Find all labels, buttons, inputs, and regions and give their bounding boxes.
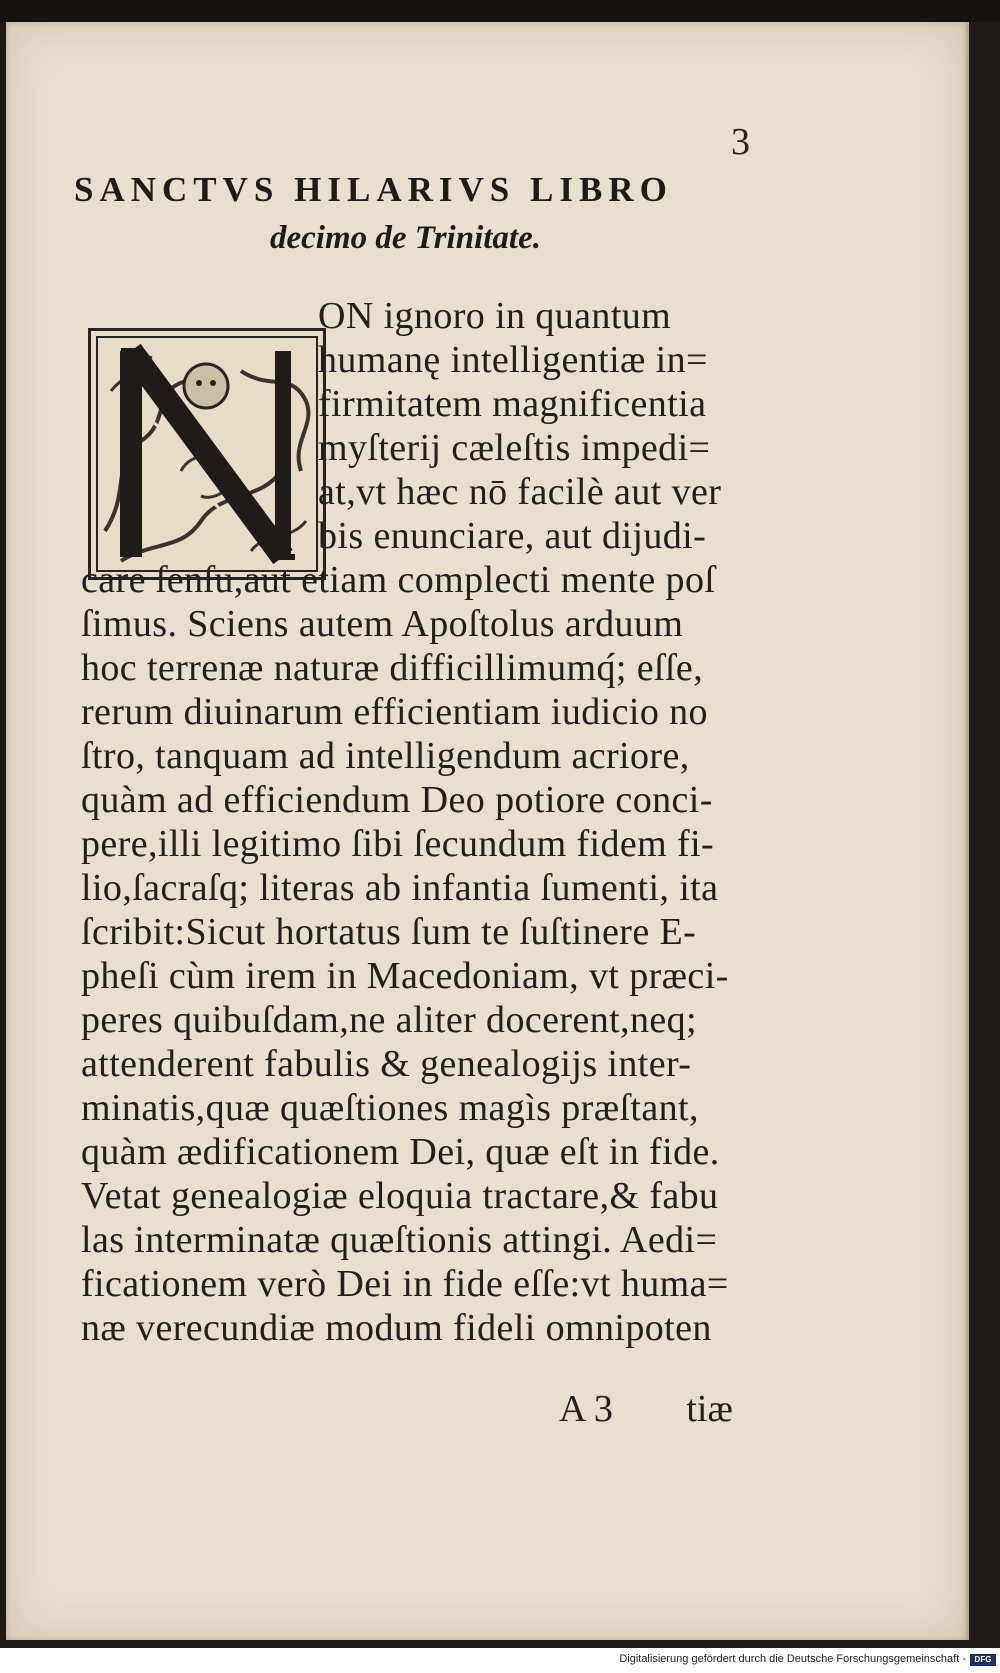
text-line: ficationem verò Dei in fide eſſe:vt huma= [81,1263,729,1305]
running-title: SANCTVS HILARIVS LIBRO [74,170,673,209]
text-line: peres quibuſdam,ne aliter docerent,neq; [81,999,697,1041]
scan-border-top [0,0,1000,22]
text-line: care ſenſu,aut etiam complecti mente poſ [81,559,716,601]
text-line: las interminatæ quæſtionis attingi. Aedi= [81,1219,718,1261]
footer-credit: Digitalisierung gefördert durch die Deutsche Forschungsgemeinschaft - [619,1653,966,1665]
subtitle: decimo de Trinitate. [270,220,541,256]
text-line: quàm ad efficiendum Deo potiore conci- [81,779,713,821]
text-line: lio,ſacraſq; literas ab infantia ſumenti, ita [81,867,719,909]
text-line: rerum diuinarum efficientiam iudicio no [81,691,708,733]
book-page [6,22,969,1640]
catchword-line [559,1387,733,1431]
text-line: at,vt hæc nō facilè aut ver [318,471,722,513]
text-line: pheſi cùm irem in Macedoniam, vt præci- [81,955,729,997]
text-line: quàm ædificationem Dei, quæ eſt in fide. [81,1131,720,1173]
dfg-logo: DFG [970,1654,996,1666]
text-line: myſterij cæleſtis impedi= [318,427,711,469]
decorated-initial-n [88,328,326,580]
text-line: pere,illi legitimo ſibi ſecundum fidem fi- [81,823,715,865]
woodcut-initial-illustration [91,331,323,577]
signature-mark: A 3 [559,1388,613,1430]
text-line: humanę intelligentiæ in= [318,339,708,381]
text-line: attenderent fabulis & genealogijs inter- [81,1043,692,1085]
catchword: tiæ [686,1388,733,1430]
text-line: hoc terrenæ naturæ difficillimumq́; eſſe, [81,647,704,689]
text-line: ſcribit:Sicut hortatus ſum te ſuſtinere E- [81,911,697,953]
text-line: minatis,quæ quæſtiones magìs præſtant, [81,1087,699,1129]
digitization-footer [0,1648,1000,1673]
text-line: ON ignoro in quantum [318,295,672,337]
text-line: bis enunciare, aut dijudi- [318,515,707,557]
text-line: næ verecundiæ modum fideli omnipoten [81,1307,712,1349]
text-line: ſimus. Sciens autem Apoſtolus arduum [81,603,684,645]
text-line: Vetat genealogiæ eloquia tractare,& fabu [81,1175,719,1217]
text-line: firmitatem magnificentia [318,383,707,425]
text-line: ſtro, tanquam ad intelligendum acriore, [81,735,690,777]
page-number: 3 [731,121,750,163]
